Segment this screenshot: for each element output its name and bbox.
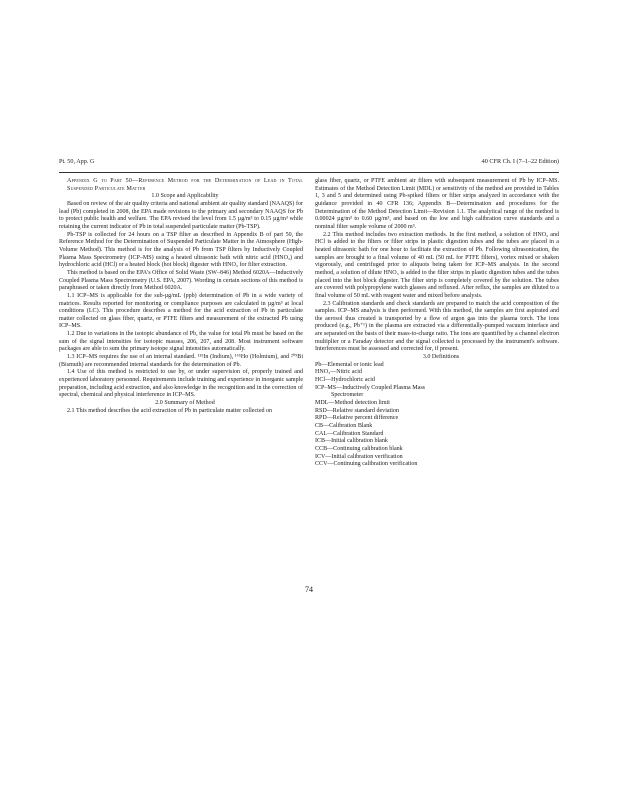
paragraph: 1.4 Use of this method is restricted to use by, or under supervision of, properly trained and experienced laboratory personnel. Requirements include training and experience in inorganic sample preparation, including acid extraction, and also knowledge in the recognition and in the correction of spectral, chemical and physical interference in ICP–MS. bbox=[59, 369, 303, 399]
header-part-reference: Pt. 50, App. G bbox=[59, 158, 95, 165]
paragraph: 2.3 Calibration standards and check standards are prepared to match the acid composition of the samples. ICP–MS analysis is then performed. With this method, the samples are first aspirated and the aerosol thus created is transported by a flow of argon gas into the plasma torch. The ions produced (e.g., Pb⁺¹) in the plasma are extracted via a differentially-pumped vacuum interface and are separated on the basis of their mass-to-charge ratio. The ions are quantified by a channel electron multiplier or a Faraday detector and the signal collected is processed by the instrument's software. Interferences must be assessed and corrected for, if present. bbox=[315, 300, 559, 353]
right-column bbox=[315, 178, 559, 469]
definition-item: HCl—Hydrochloric acid bbox=[315, 377, 375, 384]
paragraph: 1.1 ICP–MS is applicable for the sub-µg/mL (ppb) determination of Pb in a wide variety of matrices. Results reported for monitoring or compliance purposes are calculated in µg/m³ at local conditions (LC). This procedure describes a method for the acid extraction of Pb in particulate matter collected on glass fiber, quartz, or PTFE filters and measurement of the extracted Pb using ICP–MS. bbox=[59, 292, 303, 330]
paragraph: Based on review of the air quality criteria and national ambient air quality standard (NAAQS) for lead (Pb) completed in 2008, the EPA made revisions to the primary and secondary NAAQS for Pb to protect public health and welfare. The EPA revised the level from 1.5 µg/m³ to 0.15 µg/m³ while retaining the current indicator of Pb in total suspended particulate matter (Pb-TSP). bbox=[59, 200, 303, 230]
paragraph: 1.2 Due to variations in the isotopic abundance of Pb, the value for total Pb must be based on the sum of the signal intensities for isotopic masses, 206, 207, and 208. Most instrument software packages are able to sum the primary isotope signal intensities automatically. bbox=[59, 331, 303, 353]
definition-item: RPD—Relative percent difference bbox=[315, 415, 399, 422]
paragraph: 1.3 ICP–MS requires the use of an internal standard. ¹¹⁵In (Indium), ¹⁶⁵Ho (Holmium), and ²⁰⁹Bi (Bismuth) are recommended internal standards for the determination of Pb. bbox=[59, 354, 303, 368]
definition-item: CAL—Calibration Standard bbox=[315, 430, 384, 437]
paragraph: 2.2 This method includes two extraction methods. In the first method, a solution of HNO₃ and HCl is added to the filters or filter strips in plastic digestion tubes and the tubes are placed in a heated ultrasonic bath for one hour to facilitate the extraction of Pb. Following ultrasonication, the samples are brought to a final volume of 40 mL (50 mL for PTFE filters), vortex mixed or shaken vigorously, and centrifuged prior to aliquots being taken for ICP–MS analysis. In the second method, a solution of dilute HNO₃ is added to the filter strips in plastic digestion tubes and the tubes placed into the hot block digester. The filter strip is completely covered by the solution. The tubes are covered with polypropylene watch glasses and refluxed. After reflux, the samples are diluted to a final volume of 50 mL with reagent water and mixed before analysis. bbox=[315, 231, 559, 299]
definition-item: Pb—Elemental or ionic lead bbox=[315, 361, 384, 368]
paragraph: Pb-TSP is collected for 24 hours on a TSP filter as described in Appendix B of part 50, the Reference Method for the Determination of Suspended Particulate Matter in the Atmosphere (High-Volume Method). This method is for the analysis of Pb from TSP filters by Inductively Coupled Plasma Mass Spectrometry (ICP–MS) using a heated ultrasonic bath with nitric acid (HNO₃) and hydrochloric acid (HCl) or a heated block (hot block) digester with HNO₃ for filter extraction. bbox=[59, 231, 303, 269]
definitions-list bbox=[315, 362, 559, 469]
paragraph: 2.1 This method describes the acid extraction of Pb in particulate matter collected on bbox=[67, 407, 273, 414]
definition-item: RSD—Relative standard deviation bbox=[315, 407, 399, 414]
definition-item: HNO₃—Nitric acid bbox=[315, 369, 362, 376]
paragraph: glass fiber, quartz, or PTFE ambient air filters with subsequent measurement of Pb by ICP–MS. Estimates of the Method Detection Limit (MDL) or sensitivity of the method are provided in Tables 1, 3 and 5 and determined using Pb-spiked filters or filter strips analyzed in accordance with the guidance provided in 40 CFR 136; Appendix B—Determination and procedures for the Determination of the Method Detection Limit—Revision 1.1. The analytical range of the method is 0.00024 µg/m³ to 0.60 µg/m³, and based on the low and high calibration curve standards and a nominal filter sample volume of 2000 m³. bbox=[315, 178, 559, 230]
definition-item: MDL—Method detection limit bbox=[315, 400, 390, 407]
definition-item: ICP–MS—Inductively Coupled Plasma Mass bbox=[315, 384, 426, 391]
left-column bbox=[59, 178, 303, 415]
definition-item: ICB—Initial calibration blank bbox=[315, 438, 388, 445]
definition-item: CB—Calibration Blank bbox=[315, 423, 373, 429]
section-heading-summary: 2.0 Summary of Method bbox=[155, 400, 215, 407]
paragraph: This method is based on the EPA's Office of Solid Waste (SW–846) Method 6020A—Inductively Coupled Plasma Mass Spectrometry (U.S. EPA, 2007). Wording in certain sections of this method is paraphrased or taken directly from Method 6020A. bbox=[59, 269, 303, 292]
appendix-title: Appendix G to Part 50—Reference Method for the Determination of Lead in Total Suspended Particulate Matter bbox=[67, 178, 303, 192]
running-header bbox=[59, 158, 559, 170]
page-number: 74 bbox=[305, 585, 313, 594]
definition-item: CCV—Continuing calibration verification bbox=[315, 461, 418, 468]
definition-item: Spectrometer bbox=[331, 392, 364, 399]
header-cfr-edition: 40 CFR Ch. I (7–1–22 Edition) bbox=[481, 158, 559, 165]
definition-item: CCB—Continuing calibration blank bbox=[315, 445, 403, 452]
header-rule bbox=[59, 172, 559, 173]
section-heading-scope: 1.0 Scope and Applicability bbox=[151, 193, 219, 200]
section-heading-definitions: 3.0 Definitions bbox=[422, 354, 460, 361]
definition-item: ICV—Initial calibration verification bbox=[315, 453, 403, 460]
